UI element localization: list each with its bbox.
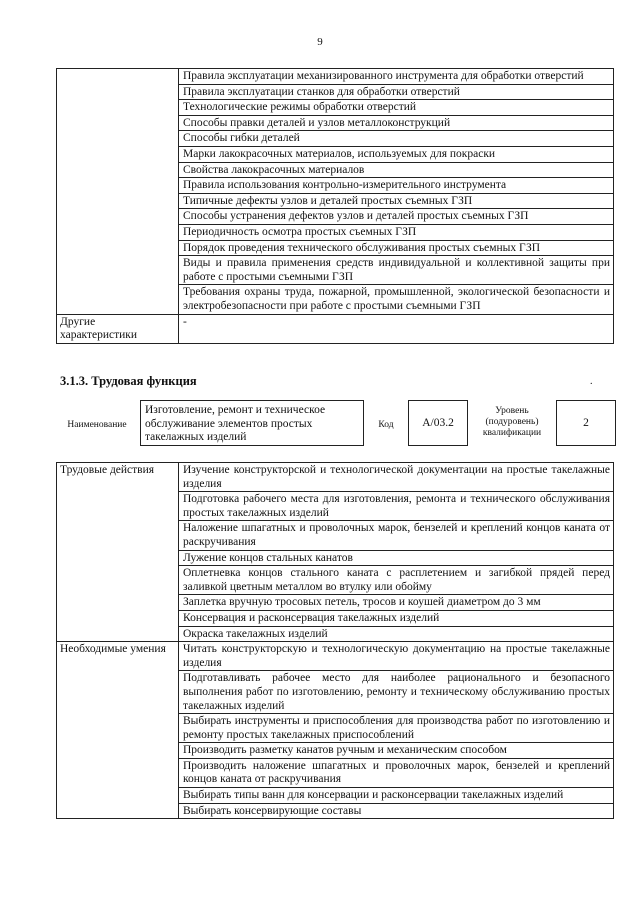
knowledge-item: Марки лакокрасочных материалов, используемых для покраски (179, 146, 614, 162)
skill-item: Подготавливать рабочее место для наиболее рационального и безопасного выполнения работ по изготовлению, ремонту и техническому обслуживанию простых такелажных изделий (179, 671, 614, 714)
knowledge-item: Типичные дефекты узлов и деталей простых съемных ГЗП (179, 193, 614, 209)
knowledge-label-empty (57, 69, 179, 315)
labor-action-item: Консервация и расконсервация такелажных изделий (179, 610, 614, 626)
skill-item: Читать конструкторскую и технологическую документацию на простые такелажные изделия (179, 642, 614, 671)
labor-action-item: Подготовка рабочего места для изготовления, ремонта и технического обслуживания простых такелажных изделий (179, 492, 614, 521)
labor-action-item: Лужение концов стальных канатов (179, 550, 614, 566)
other-characteristics-value: - (179, 314, 614, 343)
section-title: 3.1.3. Трудовая функция (60, 374, 197, 388)
labor-function-header (56, 400, 616, 452)
knowledge-item: Способы гибки деталей (179, 131, 614, 147)
skill-item: Выбирать типы ванн для консервации и расконсервации такелажных изделий (179, 788, 614, 804)
labor-action-item: Окраска такелажных изделий (179, 626, 614, 642)
code-value: A/03.2 (408, 400, 468, 446)
knowledge-item: Правила эксплуатации механизированного инструмента для обработки отверстий (179, 69, 614, 85)
knowledge-table (56, 68, 614, 344)
knowledge-item: Технологические режимы обработки отверстий (179, 100, 614, 116)
labor-actions-table (56, 462, 614, 819)
knowledge-item: Свойства лакокрасочных материалов (179, 162, 614, 178)
name-value: Изготовление, ремонт и техническое обслуживание элементов простых такелажных изделий (140, 400, 364, 446)
level-value: 2 (556, 400, 616, 446)
other-characteristics-label: Другие характеристики (57, 314, 179, 343)
labor-action-item: Заплетка вручную тросовых петель, тросов и коушей диаметром до 3 мм (179, 595, 614, 611)
knowledge-item: Требования охраны труда, пожарной, промышленной, экологической безопасности и электробезопасности при работе с простыми съемными ГЗП (179, 285, 614, 314)
table-row (57, 463, 614, 492)
margin-mark: . (590, 376, 593, 387)
name-label: Наименование (67, 420, 127, 430)
knowledge-item: Порядок проведения технического обслуживания простых съемных ГЗП (179, 240, 614, 256)
knowledge-item: Правила эксплуатации станков для обработки отверстий (179, 84, 614, 100)
knowledge-item: Виды и правила применения средств индивидуальной и коллективной защиты при работе с простыми съемными ГЗП (179, 256, 614, 285)
knowledge-item: Способы устранения дефектов узлов и деталей простых съемных ГЗП (179, 209, 614, 225)
labor-action-item: Изучение конструкторской и технологической документации на простые такелажные изделия (179, 463, 614, 492)
skill-item: Выбирать консервирующие составы (179, 803, 614, 819)
table-row (57, 69, 614, 85)
knowledge-item: Способы правки деталей и узлов металлоконструкций (179, 115, 614, 131)
skill-item: Производить разметку канатов ручным и механическим способом (179, 743, 614, 759)
table-row (57, 314, 614, 343)
code-label: Код (378, 420, 394, 430)
skill-item: Производить наложение шпагатных и проволочных марок, бензелей и креплений концов каната от раскручивания (179, 758, 614, 787)
level-label: Уровень (подуровень) квалификации (482, 406, 542, 438)
required-skills-label: Необходимые умения (57, 642, 179, 819)
labor-action-item: Оплетневка концов стального каната с расплетением и загибкой прядей перед заливкой цветным металлом во втулку или обойму (179, 566, 614, 595)
skill-item: Выбирать инструменты и приспособления для производства работ по изготовлению и ремонту простых такелажных приспособлений (179, 714, 614, 743)
knowledge-item: Правила использования контрольно-измерительного инструмента (179, 178, 614, 194)
knowledge-item: Периодичность осмотра простых съемных ГЗП (179, 224, 614, 240)
labor-actions-label: Трудовые действия (57, 463, 179, 642)
labor-action-item: Наложение шпагатных и проволочных марок, бензелей и креплений концов каната от раскручивания (179, 521, 614, 550)
page-number: 9 (317, 36, 323, 48)
table-row (57, 642, 614, 671)
